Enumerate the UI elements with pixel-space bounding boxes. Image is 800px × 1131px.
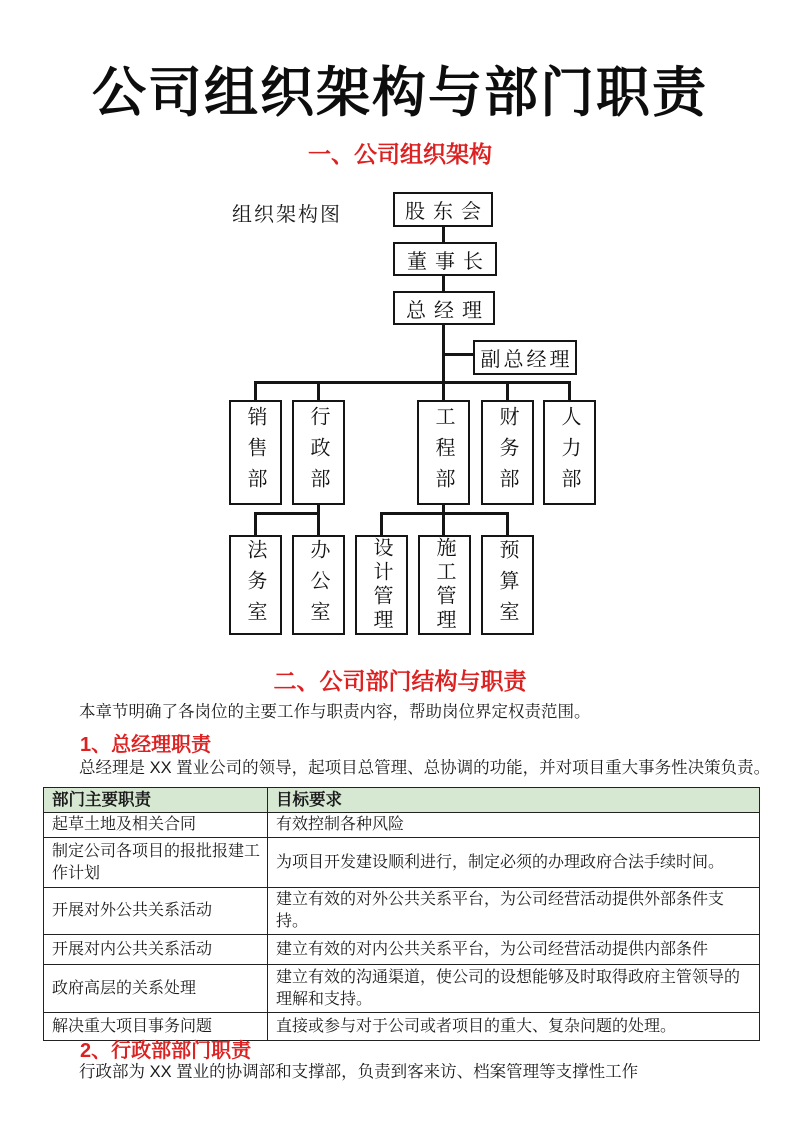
cell-target: 建立有效的对外公共关系平台，为公司经营活动提供外部条件支持。 bbox=[268, 888, 760, 935]
org-box-sales-dept: 销售部 bbox=[229, 400, 282, 505]
cell-duty: 开展对外公共关系活动 bbox=[44, 888, 268, 935]
cell-target: 直接或参与对于公司或者项目的重大、复杂问题的处理。 bbox=[268, 1013, 760, 1041]
org-box-admin-dept: 行政部 bbox=[292, 400, 345, 505]
sub2-heading: 2、行政部部门职责 bbox=[80, 1040, 252, 1062]
cell-duty: 起草土地及相关合同 bbox=[44, 813, 268, 838]
org-box-legal-office: 法务室 bbox=[229, 535, 282, 635]
connector-line bbox=[442, 381, 445, 400]
connector-line bbox=[254, 512, 320, 515]
cell-duty: 解决重大项目事务问题 bbox=[44, 1013, 268, 1041]
cell-duty: 制定公司各项目的报批报建工作计划 bbox=[44, 838, 268, 888]
connector-line bbox=[442, 276, 445, 291]
org-box-general-manager: 总经理 bbox=[393, 291, 495, 325]
org-box-shareholders: 股东会 bbox=[393, 192, 493, 227]
gm-duty-table bbox=[43, 787, 760, 1041]
sub1-intro: 总经理是 XX 置业公司的领导，起项目总管理、总协调的功能，并对项目重大事务性决策负责。 bbox=[79, 759, 771, 777]
section2-intro: 本章节明确了各岗位的主要工作与职责内容，帮助岗位界定权责范围。 bbox=[79, 703, 591, 721]
sub2-intro: 行政部为 XX 置业的协调部和支撑部，负责到客来访、档案管理等支撑性工作 bbox=[79, 1063, 639, 1081]
table-row bbox=[44, 965, 760, 1013]
cell-target: 建立有效的对内公共关系平台，为公司经营活动提供内部条件 bbox=[268, 935, 760, 965]
table-row bbox=[44, 838, 760, 888]
cell-duty: 开展对内公共关系活动 bbox=[44, 935, 268, 965]
org-box-construction-mgmt: 施工管理 bbox=[418, 535, 471, 635]
table-row bbox=[44, 935, 760, 965]
table-row bbox=[44, 888, 760, 935]
connector-line bbox=[442, 227, 445, 242]
org-box-engineering-dept: 工程部 bbox=[417, 400, 470, 505]
connector-line bbox=[317, 381, 320, 400]
org-box-budget-office: 预算室 bbox=[481, 535, 534, 635]
org-box-general-office: 办公室 bbox=[292, 535, 345, 635]
connector-line bbox=[317, 512, 320, 535]
connector-line bbox=[254, 381, 571, 384]
header-duty: 部门主要职责 bbox=[44, 788, 268, 813]
cell-target: 建立有效的沟通渠道，使公司的设想能够及时取得政府主管领导的理解和支持。 bbox=[268, 965, 760, 1013]
org-box-finance-dept: 财务部 bbox=[481, 400, 534, 505]
table-header-row bbox=[44, 788, 760, 813]
connector-line bbox=[442, 353, 473, 356]
connector-line bbox=[506, 381, 509, 400]
cell-duty: 政府高层的关系处理 bbox=[44, 965, 268, 1013]
connector-line bbox=[254, 512, 257, 535]
org-box-design-mgmt: 设计管理 bbox=[355, 535, 408, 635]
org-box-chairman: 董事长 bbox=[393, 242, 497, 276]
connector-line bbox=[568, 381, 571, 400]
org-box-hr-dept: 人力部 bbox=[543, 400, 596, 505]
org-chart-label: 组织架构图 bbox=[232, 204, 342, 226]
connector-line bbox=[254, 381, 257, 400]
section2-heading: 二、公司部门结构与职责 bbox=[273, 668, 527, 694]
table-row bbox=[44, 813, 760, 838]
org-box-deputy-gm: 副总经理 bbox=[473, 340, 577, 375]
section1-heading: 一、公司组织架构 bbox=[308, 141, 492, 167]
connector-line bbox=[380, 512, 383, 535]
header-target: 目标要求 bbox=[268, 788, 760, 813]
cell-target: 为项目开发建设顺利进行，制定必须的办理政府合法手续时间。 bbox=[268, 838, 760, 888]
connector-line bbox=[442, 512, 445, 535]
cell-target: 有效控制各种风险 bbox=[268, 813, 760, 838]
connector-line bbox=[506, 512, 509, 535]
sub1-heading: 1、总经理职责 bbox=[80, 734, 212, 756]
page-title: 公司组织架构与部门职责 bbox=[92, 63, 708, 123]
